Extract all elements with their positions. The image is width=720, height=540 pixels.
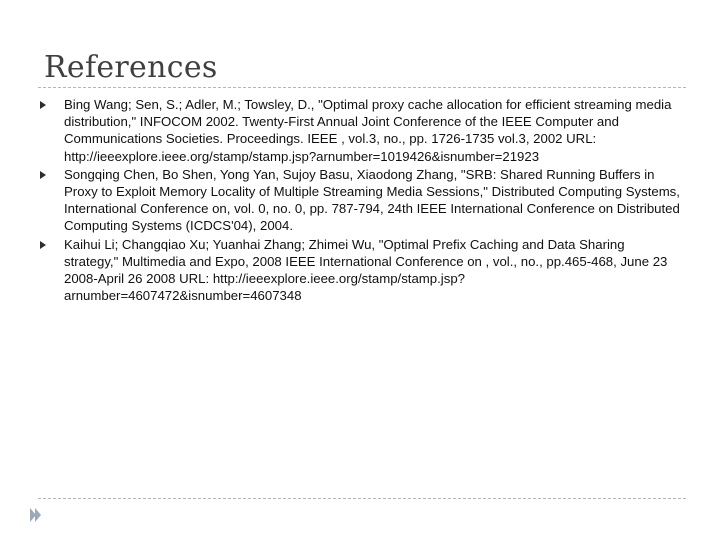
title-divider (38, 87, 686, 88)
bullet-arrow-icon (40, 171, 46, 179)
reference-item (40, 236, 680, 305)
reference-text: Kaihui Li; Changqiao Xu; Yuanhai Zhang; Zhimei Wu, "Optimal Prefix Caching and Data Sharing strategy," Multimedia and Expo, 2008 IEEE International Conference on , vol., no., pp.465-468, June 23 2008-April 26 2008 URL: http://ieeexplore.ieee.org/stamp/stamp.jsp?arnumber=4607472&isnumber=4607348 (64, 236, 668, 304)
references-list (40, 96, 680, 305)
reference-text: Bing Wang; Sen, S.; Adler, M.; Towsley, D., "Optimal proxy cache allocation for efficient streaming media distribution," INFOCOM 2002. Twenty-First Annual Joint Conference of the IEEE Computer and Communications Societies. Proceedings. IEEE , vol.3, no., pp. 1726-1735 vol.3, 2002 URL: http://ieeexplore.ieee.org/stamp/stamp.jsp?arnumber=1019426&isnumber=21923 (64, 97, 672, 164)
reference-text: Songqing Chen, Bo Shen, Yong Yan, Sujoy Basu, Xiaodong Zhang, "SRB: Shared Running Buffers in Proxy to Exploit Memory Locality of Multiple Streaming Media Sessions," Distributed Computing Systems, International Conference on, vol. 0, no. 0, pp. 787-794, 24th IEEE International Conference on Distributed Computing Systems (ICDCS'04), 2004. (64, 166, 680, 234)
slide-nav-icon[interactable] (28, 507, 44, 523)
footer-divider (38, 498, 686, 499)
reference-item (40, 166, 680, 235)
slide-title: References (44, 50, 218, 85)
bullet-arrow-icon (40, 101, 46, 109)
bullet-arrow-icon (40, 241, 46, 249)
reference-item (40, 96, 680, 165)
